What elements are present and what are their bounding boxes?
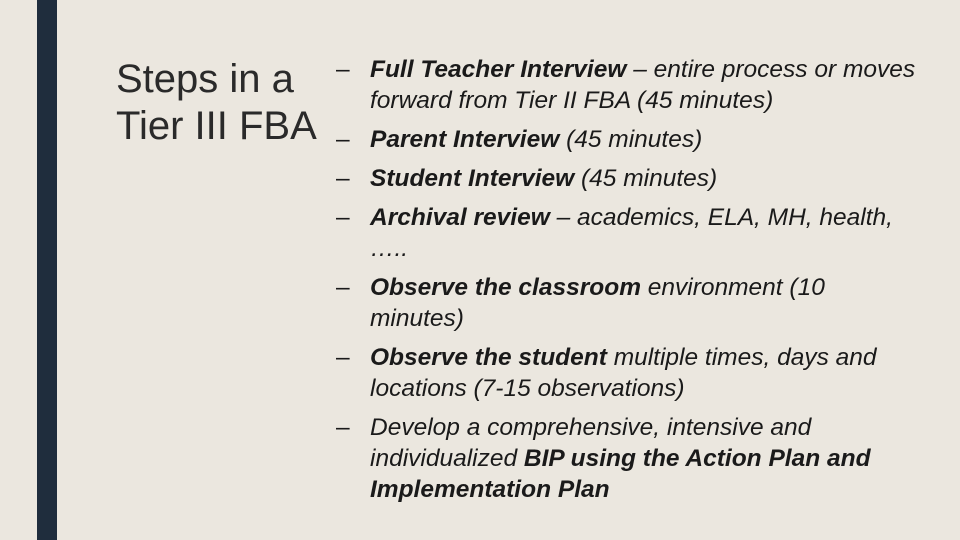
slide-title [116, 56, 346, 150]
step-archival-review [336, 202, 916, 264]
step-observe-student [336, 342, 916, 404]
bullet-dash: – [336, 56, 350, 83]
step-bold-text: BIP using the Action Plan and Implementation Plan [370, 445, 871, 503]
step-bold-text: Parent Interview [370, 126, 560, 153]
step-text: – entire process or moves forward from Tier II FBA (45 minutes) [370, 56, 916, 114]
step-develop-bip [336, 412, 916, 505]
step-bold-text: Observe the classroom [370, 274, 641, 301]
bullet-dash: – [336, 344, 350, 371]
steps-list [336, 54, 916, 513]
step-bold-text: Observe the student [370, 344, 607, 371]
step-text: (45 minutes) [574, 165, 718, 192]
bullet-dash: – [336, 414, 350, 441]
step-observe-classroom [336, 272, 916, 334]
step-text: environment (10 minutes) [370, 274, 825, 332]
step-text: – academics, ELA, MH, health, ….. [370, 204, 893, 262]
step-text: (45 minutes) [559, 126, 703, 153]
step-teacher-interview [336, 54, 916, 116]
bullet-dash: – [336, 126, 350, 153]
bullet-dash: – [336, 274, 350, 301]
step-student-interview [336, 163, 916, 194]
title-line-2: Tier III FBA [116, 104, 317, 148]
step-parent-interview [336, 124, 916, 155]
bullet-dash: – [336, 165, 350, 192]
step-text: multiple times, days and locations (7-15 observations) [370, 344, 877, 402]
step-bold-text: Full Teacher Interview [370, 56, 627, 83]
step-bold-text: Archival review [370, 204, 550, 231]
step-bold-text: Student Interview [370, 165, 575, 192]
bullet-dash: – [336, 204, 350, 231]
accent-bar [37, 0, 57, 540]
title-line-1: Steps in a [116, 57, 294, 101]
step-text: Develop a comprehensive, intensive and individualized [370, 414, 812, 472]
